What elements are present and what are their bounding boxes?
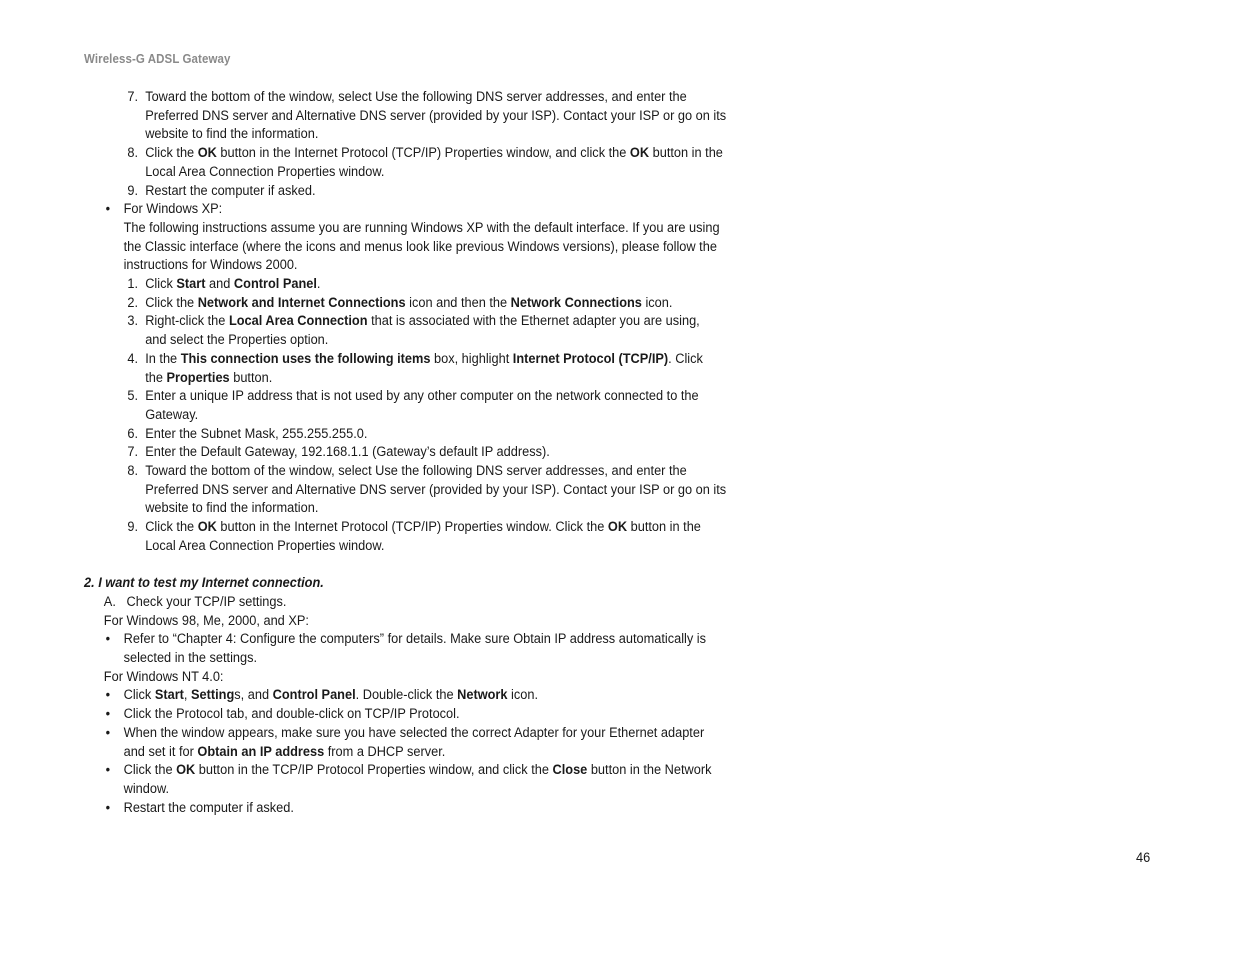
list-item-continuation: the Properties button. [145, 369, 273, 386]
step-number: 3. [127, 313, 138, 330]
body-text [84, 88, 786, 817]
running-header: Wireless-G ADSL Gateway [84, 52, 231, 66]
step-number: 7. [127, 444, 138, 461]
list-item: 4. In the This connection uses the following items box, highlight Internet Protocol (TCP/IP). Click [84, 350, 786, 369]
list-item-continuation: Local Area Connection Properties window. [145, 537, 385, 554]
bullet-glyph: • [105, 724, 111, 741]
bullet-item: • Click the Protocol tab, and double-click on TCP/IP Protocol. [105, 706, 460, 723]
step-number: 4. [127, 350, 138, 367]
bullet-glyph: • [105, 201, 111, 218]
bullet-item: • When the window appears, make sure you have selected the correct Adapter for your Ethernet adapter [105, 724, 705, 741]
list-item-continuation: Preferred DNS server and Alternative DNS server (provided by your ISP). Contact your ISP or go on its [145, 481, 727, 498]
paragraph-line: the Classic interface (where the icons and menus look like previous Windows versions), please follow the [123, 238, 717, 255]
list-item: 9. Click the OK button in the Internet Protocol (TCP/IP) Properties window. Click the OK button in the [84, 518, 786, 537]
step-number: 8. [127, 463, 138, 480]
bullet-glyph: • [105, 687, 111, 704]
step-number: 9. [127, 519, 138, 536]
subsection-label: For Windows NT 4.0: [103, 668, 224, 685]
step-number: 5. [127, 388, 138, 405]
bullet-item: • For Windows XP: [105, 201, 223, 218]
list-item: 7. Toward the bottom of the window, select Use the following DNS server addresses, and enter the [84, 88, 786, 107]
bullet-item: • Click Start, Settings, and Control Panel. Double-click the Network icon. [105, 687, 539, 704]
list-item: A. Check your TCP/IP settings. [103, 593, 287, 610]
list-item-continuation: Local Area Connection Properties window. [145, 163, 385, 180]
bullet-item: • Refer to “Chapter 4: Configure the computers” for details. Make sure Obtain IP address automatically is [105, 631, 707, 648]
bullet-glyph: • [105, 706, 111, 723]
paragraph-line: instructions for Windows 2000. [123, 257, 298, 274]
list-item: 3. Right-click the Local Area Connection that is associated with the Ethernet adapter you are using, [84, 312, 786, 331]
step-number: 9. [127, 182, 138, 199]
list-item: 8. Click the OK button in the Internet Protocol (TCP/IP) Properties window, and click the OK button in the [84, 144, 786, 163]
bullet-continuation: window. [123, 781, 170, 797]
list-item: 9. Restart the computer if asked. [84, 182, 786, 201]
list-item: 6. Enter the Subnet Mask, 255.255.255.0. [84, 425, 786, 444]
section-heading: 2. I want to test my Internet connection. [84, 575, 324, 592]
list-item-continuation: and select the Properties option. [145, 332, 329, 349]
list-item: 1. Click Start and Control Panel. [84, 275, 786, 294]
step-letter: A. [103, 593, 116, 610]
bullet-glyph: • [105, 762, 111, 779]
list-item-continuation: Gateway. [145, 406, 199, 423]
list-item: 5. Enter a unique IP address that is not used by any other computer on the network connected to the [84, 387, 786, 406]
bullet-continuation: and set it for Obtain an IP address from a DHCP server. [123, 743, 446, 760]
step-number: 2. [127, 294, 138, 311]
bullet-item: • Click the OK button in the TCP/IP Protocol Properties window, and click the Close button in the Network [105, 762, 712, 779]
list-item-continuation: Preferred DNS server and Alternative DNS server (provided by your ISP). Contact your ISP or go on its [145, 107, 727, 124]
list-item-continuation: website to find the information. [145, 500, 319, 517]
subsection-label: For Windows 98, Me, 2000, and XP: [103, 612, 309, 629]
step-number: 7. [127, 89, 138, 105]
bullet-glyph: • [105, 631, 111, 648]
step-number: 1. [127, 276, 138, 293]
list-item: 7. Enter the Default Gateway, 192.168.1.1 (Gateway’s default IP address). [84, 443, 786, 462]
list-item: 2. Click the Network and Internet Connections icon and then the Network Connections icon. [84, 294, 786, 313]
bullet-continuation: selected in the settings. [123, 650, 258, 667]
step-number: 6. [127, 425, 138, 442]
page-number: 46 [1136, 850, 1151, 866]
list-item-continuation: website to find the information. [145, 126, 319, 143]
step-number: 8. [127, 145, 138, 162]
bullet-glyph: • [105, 799, 111, 816]
page-body [84, 88, 784, 817]
bullet-item: • Restart the computer if asked. [105, 799, 294, 816]
paragraph-line: The following instructions assume you are running Windows XP with the default interface. If you are using [123, 219, 720, 236]
list-item: 8. Toward the bottom of the window, select Use the following DNS server addresses, and enter the [84, 462, 786, 481]
